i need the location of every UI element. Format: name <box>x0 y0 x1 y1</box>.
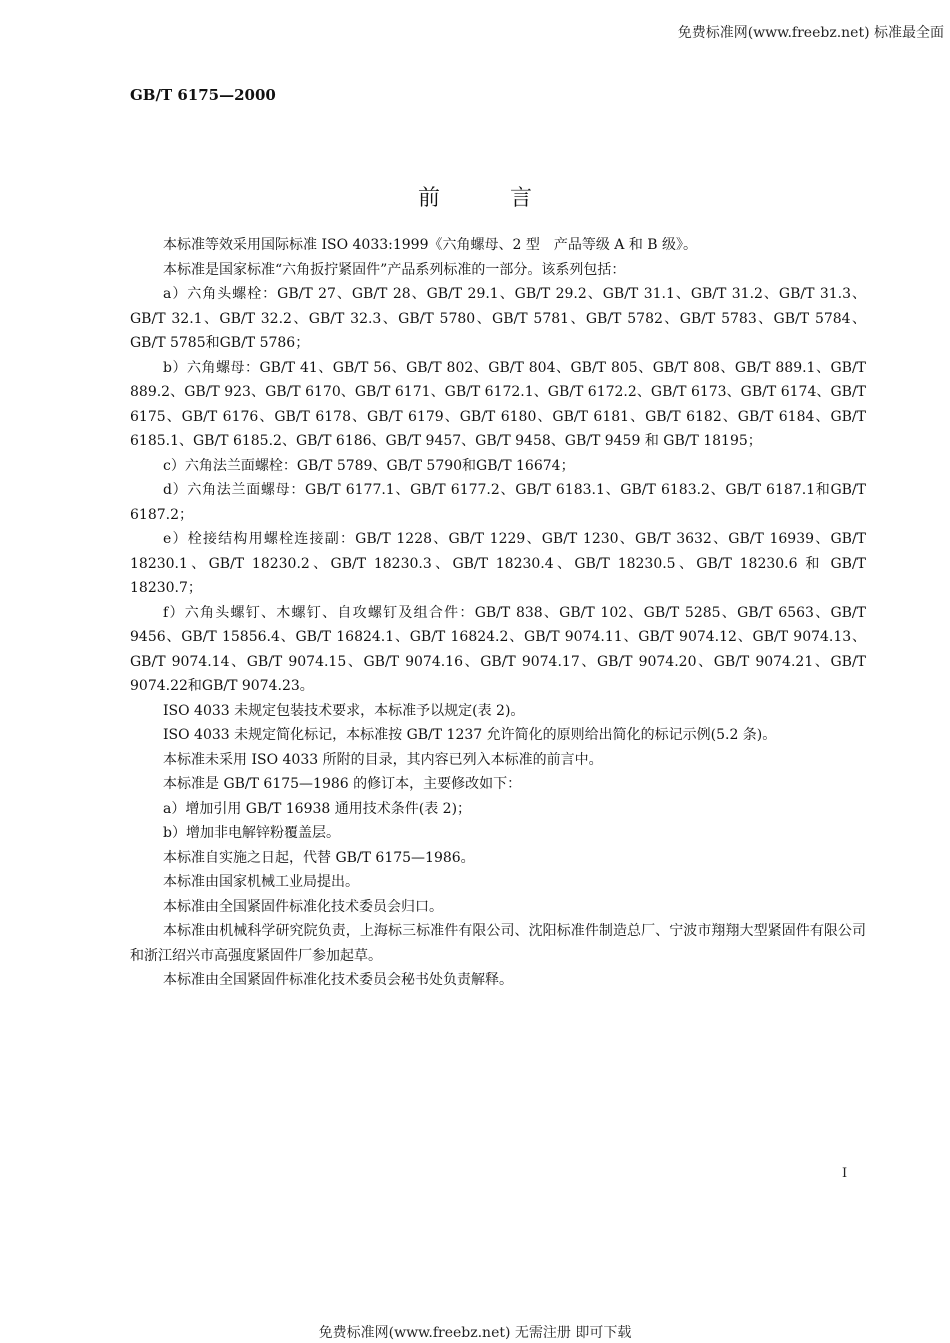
standard-code: GB/T 6175—2000 <box>130 86 276 104</box>
list-item: d）六角法兰面螺母：GB/T 6177.1、GB/T 6177.2、GB/T 6183.1、GB/T 6183.2、GB/T 6187.1和GB/T 6187.2； <box>130 482 866 523</box>
list-item: c）六角法兰面螺栓：GB/T 5789、GB/T 5790和GB/T 16674； <box>163 457 575 474</box>
paragraph: 本标准由全国紧固件标准化技术委员会归口。 <box>163 898 443 915</box>
paragraph: 本标准自实施之日起，代替 GB/T 6175—1986。 <box>163 849 475 866</box>
header-banner: 免费标准网(www.freebz.net) 标准最全面 <box>677 25 944 41</box>
list-item: a）增加引用 GB/T 16938 通用技术条件(表 2)； <box>163 800 472 817</box>
page-title: 前言 <box>417 186 602 211</box>
paragraph: ISO 4033 未规定包装技术要求，本标准予以规定(表 2)。 <box>163 702 525 719</box>
list-item: b）增加非电解锌粉覆盖层。 <box>163 825 340 841</box>
list-item: f）六角头螺钉、木螺钉、自攻螺钉及组合件：GB/T 838、GB/T 102、GB/T 5285、GB/T 6563、GB/T 9456、GB/T 15856.4、GB/T 16824.1、GB/T 16824.2、GB/T 9074.11、GB/T 9074.12、GB/T 9074.13、GB/T 9074.14、GB/T 9074.15、GB/T 9074.16、GB/T 9074.17、GB/T 9074.20、GB/T 9074.21、GB/T 9074.22和GB/T 9074.23。 <box>130 604 866 694</box>
paragraph: 本标准是国家标准“六角扳拧紧固件”产品系列标准的一部分。该系列包括： <box>163 261 626 278</box>
paragraph: ISO 4033 未规定简化标记，本标准按 GB/T 1237 允许简化的原则给出简化的标记示例(5.2 条)。 <box>163 727 777 743</box>
paragraph: 本标准是 GB/T 6175—1986 的修订本，主要修改如下： <box>163 776 522 792</box>
foreword-body <box>130 233 866 993</box>
paragraph: 本标准由机械科学研究院负责，上海标三标准件有限公司、沈阳标准件制造总厂、宁波市翔翔大型紧固件有限公司和浙江绍兴市高强度紧固件厂参加起草。 <box>130 923 866 964</box>
footer-banner: 免费标准网(www.freebz.net) 无需注册 即可下载 <box>318 1325 632 1341</box>
list-item: b）六角螺母：GB/T 41、GB/T 56、GB/T 802、GB/T 804、GB/T 805、GB/T 808、GB/T 889.1、GB/T 889.2、GB/T 923、GB/T 6170、GB/T 6171、GB/T 6172.1、GB/T 6172.2、GB/T 6173、GB/T 6174、GB/T 6175、GB/T 6176、GB/T 6178、GB/T 6179、GB/T 6180、GB/T 6181、GB/T 6182、GB/T 6184、GB/T 6185.1、GB/T 6185.2、GB/T 6186、GB/T 9457、GB/T 9458、GB/T 9459 和 GB/T 18195； <box>130 359 866 449</box>
paragraph: 本标准等效采用国际标准 ISO 4033:1999《六角螺母、2 型 产品等级 A 和 B 级》。 <box>163 237 698 253</box>
paragraph: 本标准未采用 ISO 4033 所附的目录，其内容已列入本标准的前言中。 <box>163 751 603 768</box>
list-item: e）栓接结构用螺栓连接副：GB/T 1228、GB/T 1229、GB/T 1230、GB/T 3632、GB/T 16939、GB/T 18230.1、GB/T 18230.2、GB/T 18230.3、GB/T 18230.4、GB/T 18230.5、GB/T 18230.6 和 GB/T 18230.7； <box>130 531 866 596</box>
paragraph: 本标准由全国紧固件标准化技术委员会秘书处负责解释。 <box>163 972 513 988</box>
list-item: a）六角头螺栓：GB/T 27、GB/T 28、GB/T 29.1、GB/T 29.2、GB/T 31.1、GB/T 31.2、GB/T 31.3、GB/T 32.1、GB/T 32.2、GB/T 32.3、GB/T 5780、GB/T 5781、GB/T 5782、GB/T 5783、GB/T 5784、GB/T 5785和GB/T 5786； <box>130 286 866 351</box>
page-number: I <box>842 1166 848 1181</box>
paragraph: 本标准由国家机械工业局提出。 <box>163 874 359 890</box>
